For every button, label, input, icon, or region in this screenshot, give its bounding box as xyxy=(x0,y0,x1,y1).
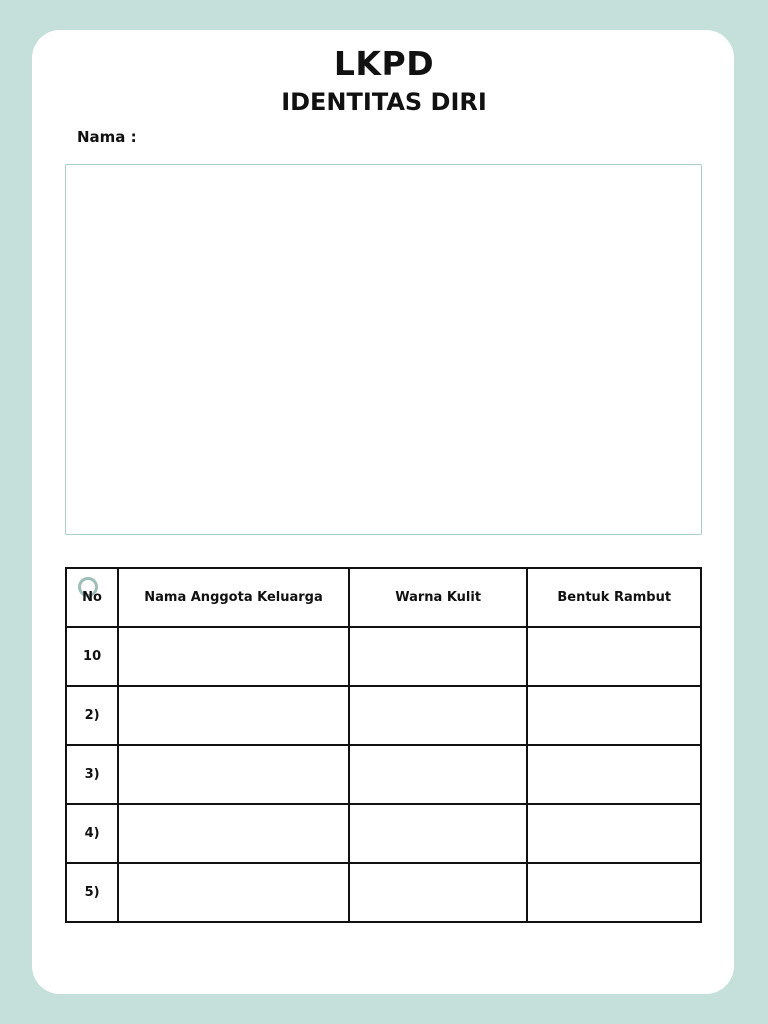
page-title: LKPD xyxy=(333,44,435,83)
cell-bentuk-rambut[interactable] xyxy=(527,627,701,686)
cell-warna-kulit[interactable] xyxy=(349,863,528,922)
cell-warna-kulit[interactable] xyxy=(349,686,528,745)
page-subtitle: IDENTITAS DIRI xyxy=(281,88,487,116)
header-warna-kulit: Warna Kulit xyxy=(349,568,528,627)
table-row xyxy=(66,627,701,686)
row-number: 4) xyxy=(66,804,118,863)
cell-nama[interactable] xyxy=(118,804,349,863)
name-label: Nama : xyxy=(77,128,137,146)
cell-warna-kulit[interactable] xyxy=(349,627,528,686)
table-row xyxy=(66,804,701,863)
table-row xyxy=(66,863,701,922)
header-nama-anggota-keluarga: Nama Anggota Keluarga xyxy=(118,568,349,627)
cell-bentuk-rambut[interactable] xyxy=(527,863,701,922)
table-row xyxy=(66,686,701,745)
cell-bentuk-rambut[interactable] xyxy=(527,686,701,745)
cell-nama[interactable] xyxy=(118,863,349,922)
cell-bentuk-rambut[interactable] xyxy=(527,745,701,804)
header-bentuk-rambut: Bentuk Rambut xyxy=(527,568,701,627)
row-number: 10 xyxy=(66,627,118,686)
row-number: 2) xyxy=(66,686,118,745)
cell-bentuk-rambut[interactable] xyxy=(527,804,701,863)
header-no xyxy=(66,568,118,627)
row-number: 3) xyxy=(66,745,118,804)
table-header-row xyxy=(66,568,701,627)
cell-warna-kulit[interactable] xyxy=(349,745,528,804)
table-row xyxy=(66,745,701,804)
cell-nama[interactable] xyxy=(118,627,349,686)
cell-nama[interactable] xyxy=(118,686,349,745)
family-table xyxy=(65,567,702,923)
photo-box[interactable] xyxy=(65,164,702,535)
cell-nama[interactable] xyxy=(118,745,349,804)
cell-warna-kulit[interactable] xyxy=(349,804,528,863)
row-number: 5) xyxy=(66,863,118,922)
header-no-label: No xyxy=(82,590,102,605)
